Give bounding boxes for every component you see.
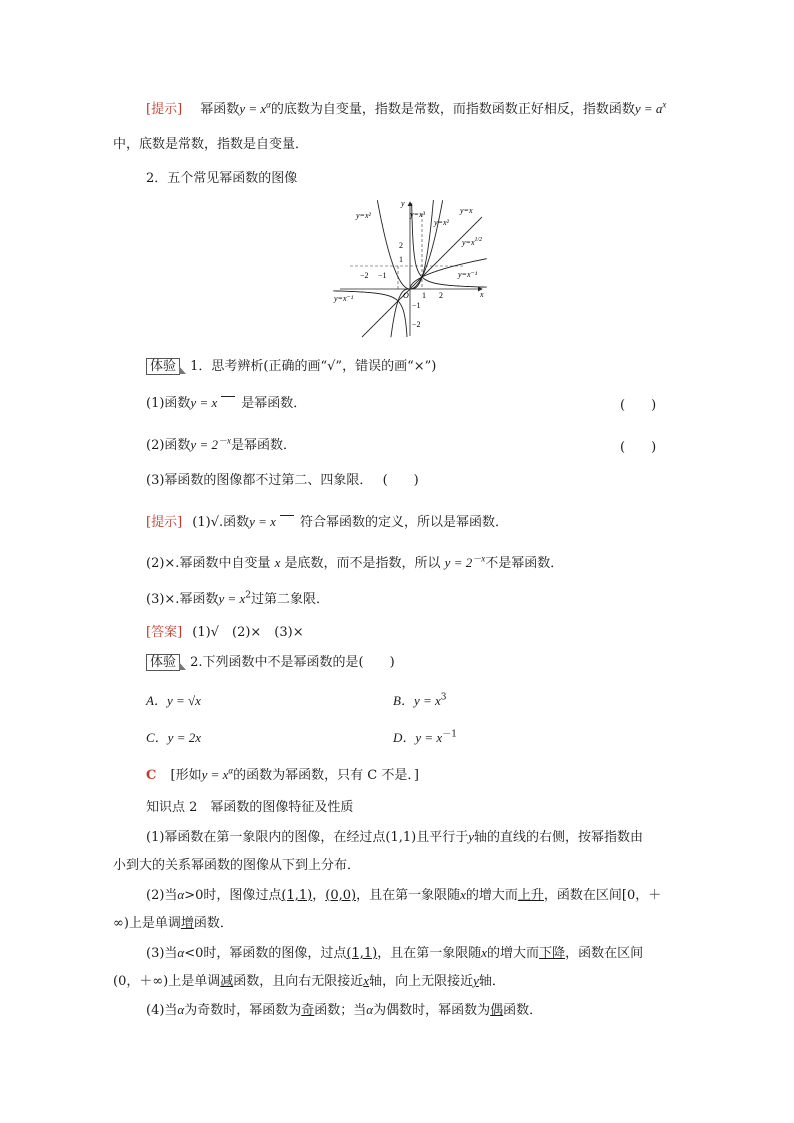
option-b[interactable]: B．$y = x^3$ (393, 692, 447, 708)
exp1-hint-2: (2)×.幂函数中自变量 x 是底数，而不是指数，所以 $y = 2^{-x}$不是幂函数． (146, 553, 564, 571)
exp1-hint-1: [提示] (1)√.函数y = x 符合幂函数的定义，所以是幂函数． (146, 514, 508, 530)
label-axis-x: x (480, 290, 484, 299)
exp1-heading: 体验 1．思考辨析(正确的画“√”，错误的画“×”) (146, 358, 436, 376)
exp1-answer: [答案] (1)√ (2)× (3)× (146, 625, 304, 640)
tick-y-1: 1 (399, 255, 403, 264)
label-y-inv-right: y=x⁻¹ (458, 270, 478, 279)
label-y-x2-right: y=x² (434, 218, 449, 227)
tick-x-1: 1 (422, 291, 426, 300)
exp1-tag: 体验 (146, 358, 180, 375)
option-a[interactable]: A．y = √x (146, 693, 201, 708)
option-c[interactable]: C．y = 2x (146, 730, 201, 745)
kp2-p2-line2: ∞)上是单调增函数． (113, 916, 233, 931)
exp1-item-2: (2)函数$y = 2^{-x}$是幂函数． (146, 435, 296, 453)
kp2-title: 知识点 2 幂函数的图像特征及性质 (146, 800, 354, 815)
kp2-p4: (4)当α为奇数时，幂函数为奇函数；当α为偶数时，幂函数为偶函数． (146, 1002, 543, 1018)
exp1-answer-blank-1[interactable]: ( ) (620, 398, 657, 413)
exp1-item-3: (3)幂函数的图像都不过第二、四象限． ( ) (146, 473, 419, 488)
label-y-sqrt: $y=x^{1/2}$ (462, 237, 483, 247)
hint-paragraph: [提示] 幂函数$y = x^\alpha$的底数为自变量，指数是常数，而指数函数正好相反，指数函数$y = a^x$ (146, 99, 667, 117)
exp1-item-1: (1)函数y = x 是幂函数． (146, 395, 307, 411)
missing-exponent-bar-2 (280, 515, 294, 516)
tick-x-neg1: −1 (378, 271, 387, 280)
hint-label: [提示] (146, 102, 183, 117)
power-function-graph (330, 196, 490, 341)
tick-y-2: 2 (399, 241, 403, 250)
missing-exponent-bar (221, 396, 235, 397)
exp1-hint-3: (3)×.幂函数$y = x^2$过第二象限． (146, 590, 330, 607)
label-axis-y: y (401, 199, 405, 208)
tick-y-neg1: −1 (412, 301, 421, 310)
kp2-p1-line1: (1)幂函数在第一象限内的图像，在经过点(1,1)且平行于y轴的直线的右侧，按幂指数由 (146, 829, 644, 845)
kp2-p2-line1: (2)当α>0时，图像过点(1,1)，(0,0)，且在第一象限随x的增大而上升，函数在区间[0，＋ (146, 887, 662, 903)
exp1-answer-blank-2[interactable]: ( ) (620, 440, 657, 455)
label-origin: O (403, 291, 409, 300)
exp2-tag: 体验 (146, 654, 180, 671)
tick-x-2: 2 (439, 291, 443, 300)
tick-y-neg2: −2 (412, 320, 421, 329)
label-y-x3: y=x³ (410, 210, 425, 219)
exp2-heading: 体验 2.下列函数中不是幂函数的是( ) (146, 654, 395, 672)
kp2-p1-line2: 小到大的关系幂函数的图像从下到上分布． (113, 858, 361, 873)
exp2-answer: C [形如$y = x^\alpha$的函数为幂函数，只有 C 不是．] (146, 765, 419, 783)
label-y-x2-left: y=x² (356, 211, 371, 220)
hint-paragraph-line2: 中，底数是常数，指数是自变量． (113, 137, 309, 152)
kp2-p3-line1: (3)当α<0时，幂函数的图像，过点(1,1)，且在第一象限随x的增大而下降，函数在区间 (146, 945, 644, 961)
exp1-answer-blank-3[interactable]: ( ) (382, 473, 419, 488)
label-y-inv-left: y=x⁻¹ (334, 294, 354, 303)
option-d[interactable]: D．$y = x^{-1}$ (393, 729, 457, 745)
section-title: 2．五个常见幂函数的图像 (146, 171, 298, 186)
kp2-p3-line2: (0，＋∞)上是单调减函数，且向右无限接近x轴，向上无限接近y轴． (113, 973, 505, 989)
label-y-x: y=x (460, 206, 473, 215)
tick-x-neg2: −2 (360, 271, 369, 280)
